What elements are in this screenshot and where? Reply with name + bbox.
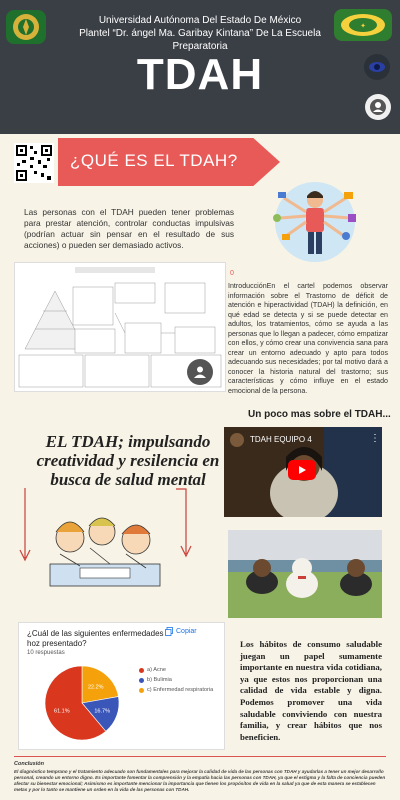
user-icon	[192, 364, 208, 380]
university-crest-icon	[6, 10, 46, 44]
video-player[interactable]	[224, 427, 382, 517]
svg-text:✦: ✦	[360, 23, 366, 30]
multitasking-illustration	[262, 178, 368, 266]
legend-item	[139, 667, 219, 673]
video-title[interactable]: TDAH EQUIPO 4	[250, 435, 312, 444]
introduction-paragraph: IntroducciónEn el cartel podemos observar información sobre el Trastorno de déficit de atención e hiperactividad (TDAH) la definición, en qué edad se detecta y si se puede detectar en adultos, los tratamientos, cómo se ayuda a las personas que lo llegan a padecer, cómo empatizar con ellos, y cómo crear una convivencia sana para crear un entorno adecuado y apto para todos adecuando sus necesidades; por tal motivo dará a conocer la historia natural del trastorno; sus características y cómo influye en el estado emocional de la persona.	[228, 282, 388, 395]
play-icon	[297, 465, 307, 475]
user-button[interactable]	[365, 94, 391, 120]
conclusion-title: Conclusión	[14, 761, 44, 767]
concept-map-image	[14, 262, 226, 392]
copy-button[interactable]	[165, 627, 197, 636]
legend-swatch	[139, 668, 144, 673]
header-text	[70, 14, 330, 53]
user-icon	[369, 98, 387, 116]
legend-label: b) Bulimia	[147, 677, 172, 683]
pie-legend	[139, 663, 219, 693]
intro-paragraph: Las personas con el TDAH pueden tener problemas para prestar atención, controlar conductas impulsivas (podrían actuar sin pensar en el resultado de sus acciones) o pueden ser demasiado activos.	[24, 207, 234, 250]
pie-label-2: 22.2%	[87, 684, 104, 691]
legend-item	[139, 687, 219, 693]
school-crest-icon	[334, 9, 392, 41]
page-title: TDAH	[136, 50, 264, 99]
intro-marker: 0	[230, 270, 234, 277]
conclusion-text: El diagnóstico temprano y el tratamiento adecuado son fundamentales para mejorar la calidad de vida de las personas con TDAH y ayudarlas a tener un mejor desarrollo personal, creando un entorno digno. Es importante fomentar la comprensión y la empatía hacia las personas con TDAH, ya que el estigma y la falta de conciencia pueden afectar su bienestar emocional; Asimismo es importante mencionar la importancia que tienen los propósitos de vida en la salud ya que de esta manera se establecen metas y por lo tanto se mantiene un orden en la vida de las personas con TDAH.	[14, 769, 386, 792]
kids-illustration	[40, 508, 170, 590]
arrow-down-left-icon	[16, 488, 34, 568]
family-with-dogs-photo	[228, 530, 382, 618]
conclusion-section	[14, 756, 386, 799]
legend-swatch	[139, 688, 144, 693]
university-name: Universidad Autónoma Del Estado De México	[98, 15, 302, 26]
legend-label: a) Acne	[147, 667, 166, 673]
quote-heading: EL TDAH; impulsando creatividad y resilencia en busca de salud mental	[36, 432, 220, 489]
play-button[interactable]	[288, 460, 316, 480]
qr-code[interactable]	[14, 143, 54, 183]
school-name: Plantel “Dr. ángel Ma. Garibay Kintana” De La Escuela Preparatoria	[79, 28, 321, 52]
survey-question: ¿Cuál de las siguientes enfermedades hoz presentado?	[27, 629, 164, 648]
channel-avatar	[230, 433, 244, 447]
legend-item	[139, 677, 219, 683]
pie-label-0: 61.1%	[54, 708, 70, 715]
pie-label-1: 16.7%	[94, 708, 110, 715]
eye-icon	[368, 58, 386, 76]
more-title: Un poco mas sobre el TDAH...	[248, 409, 391, 420]
avatar-button[interactable]	[187, 359, 213, 385]
survey-results-card	[18, 622, 225, 750]
eye-button[interactable]	[364, 54, 390, 80]
more-options-icon[interactable]: ⋮	[370, 433, 380, 444]
response-count: 10 respuestas	[27, 650, 65, 656]
legend-label: c) Enfermedad respiratoria	[147, 687, 214, 693]
habits-paragraph: Los hábitos de consumo saludable juegan un papel sumamente importante en nuestra vida cotidiana, ya que estos nos proporcionan una calidad de vida estable y digna. Podemos promover una vida saludable conviviendo con nuestra familia, y crear hábitos que nos beneficien.	[240, 639, 382, 742]
section-title: ¿QUÉ ES EL TDAH?	[70, 151, 238, 170]
copy-label: Copiar	[176, 628, 197, 635]
legend-swatch	[139, 678, 144, 683]
pie-chart	[27, 663, 147, 743]
arrow-down-right-icon	[176, 488, 196, 562]
copy-icon	[165, 627, 173, 636]
qr-code-icon	[14, 143, 54, 183]
header	[0, 0, 400, 134]
